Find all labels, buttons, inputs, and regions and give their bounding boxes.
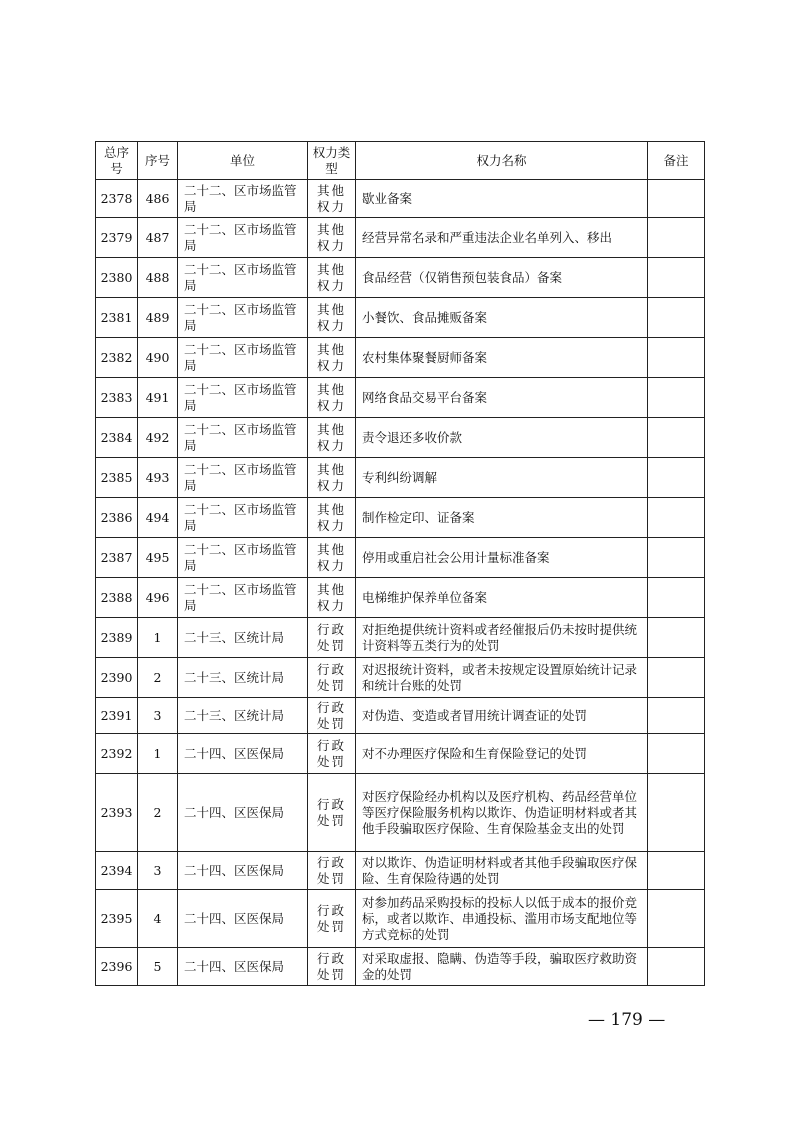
cell-remark: [648, 298, 705, 338]
cell-total-no: 2387: [96, 538, 138, 578]
cell-remark: [648, 618, 705, 658]
cell-no: 496: [138, 578, 178, 618]
cell-total-no: 2386: [96, 498, 138, 538]
cell-type: 其他权力: [308, 418, 356, 458]
header-name: 权力名称: [356, 142, 648, 180]
cell-total-no: 2381: [96, 298, 138, 338]
table-row: [96, 698, 705, 734]
cell-unit: 二十二、区市场监管局: [178, 418, 308, 458]
cell-no: 488: [138, 258, 178, 298]
table-row: [96, 538, 705, 578]
cell-type: 行政处罚: [308, 852, 356, 890]
table-row: [96, 578, 705, 618]
cell-name: 对以欺诈、伪造证明材料或者其他手段骗取医疗保险、生育保险待遇的处罚: [356, 852, 648, 890]
cell-type: 行政处罚: [308, 618, 356, 658]
cell-remark: [648, 458, 705, 498]
cell-unit: 二十二、区市场监管局: [178, 218, 308, 258]
cell-remark: [648, 218, 705, 258]
cell-type: 行政处罚: [308, 734, 356, 774]
cell-remark: [648, 180, 705, 218]
cell-name: 责令退还多收价款: [356, 418, 648, 458]
cell-unit: 二十三、区统计局: [178, 698, 308, 734]
cell-remark: [648, 258, 705, 298]
cell-unit: 二十二、区市场监管局: [178, 578, 308, 618]
cell-name: 小餐饮、食品摊贩备案: [356, 298, 648, 338]
cell-no: 493: [138, 458, 178, 498]
cell-no: 494: [138, 498, 178, 538]
cell-type: 其他权力: [308, 218, 356, 258]
cell-no: 1: [138, 618, 178, 658]
cell-type: 行政处罚: [308, 698, 356, 734]
cell-remark: [648, 578, 705, 618]
cell-unit: 二十二、区市场监管局: [178, 378, 308, 418]
cell-total-no: 2393: [96, 774, 138, 852]
cell-type: 行政处罚: [308, 890, 356, 948]
cell-total-no: 2396: [96, 948, 138, 986]
cell-remark: [648, 890, 705, 948]
table-header-row: [96, 142, 705, 180]
cell-type: 其他权力: [308, 498, 356, 538]
cell-remark: [648, 658, 705, 698]
cell-remark: [648, 698, 705, 734]
cell-no: 489: [138, 298, 178, 338]
cell-remark: [648, 734, 705, 774]
cell-unit: 二十四、区医保局: [178, 890, 308, 948]
cell-type: 行政处罚: [308, 658, 356, 698]
table-row: [96, 180, 705, 218]
cell-name: 网络食品交易平台备案: [356, 378, 648, 418]
cell-name: 对拒绝提供统计资料或者经催报后仍未按时提供统计资料等五类行为的处罚: [356, 618, 648, 658]
cell-total-no: 2388: [96, 578, 138, 618]
cell-unit: 二十二、区市场监管局: [178, 498, 308, 538]
header-type: 权力类型: [308, 142, 356, 180]
table-row: [96, 734, 705, 774]
cell-name: 制作检定印、证备案: [356, 498, 648, 538]
table-row: [96, 774, 705, 852]
cell-no: 3: [138, 852, 178, 890]
cell-no: 2: [138, 774, 178, 852]
header-total-no: 总序号: [96, 142, 138, 180]
cell-name: 对不办理医疗保险和生育保险登记的处罚: [356, 734, 648, 774]
cell-unit: 二十四、区医保局: [178, 852, 308, 890]
table-row: [96, 890, 705, 948]
cell-unit: 二十二、区市场监管局: [178, 538, 308, 578]
cell-no: 495: [138, 538, 178, 578]
cell-remark: [648, 378, 705, 418]
cell-unit: 二十二、区市场监管局: [178, 298, 308, 338]
cell-type: 其他权力: [308, 538, 356, 578]
cell-total-no: 2378: [96, 180, 138, 218]
table-row: [96, 498, 705, 538]
cell-total-no: 2395: [96, 890, 138, 948]
table-body: [96, 180, 705, 986]
cell-total-no: 2383: [96, 378, 138, 418]
cell-unit: 二十四、区医保局: [178, 948, 308, 986]
cell-total-no: 2380: [96, 258, 138, 298]
cell-no: 491: [138, 378, 178, 418]
power-list-table: [95, 141, 705, 986]
cell-type: 其他权力: [308, 378, 356, 418]
cell-name: 食品经营（仅销售预包装食品）备案: [356, 258, 648, 298]
cell-type: 其他权力: [308, 298, 356, 338]
cell-no: 3: [138, 698, 178, 734]
cell-name: 对伪造、变造或者冒用统计调查证的处罚: [356, 698, 648, 734]
cell-name: 对参加药品采购投标的投标人以低于成本的报价竞标，或者以欺诈、串通投标、滥用市场支配地位等方式竞标的处罚: [356, 890, 648, 948]
cell-total-no: 2389: [96, 618, 138, 658]
cell-no: 5: [138, 948, 178, 986]
cell-name: 农村集体聚餐厨师备案: [356, 338, 648, 378]
cell-total-no: 2382: [96, 338, 138, 378]
cell-no: 487: [138, 218, 178, 258]
cell-total-no: 2394: [96, 852, 138, 890]
cell-no: 2: [138, 658, 178, 698]
table-row: [96, 658, 705, 698]
cell-name: 停用或重启社会公用计量标准备案: [356, 538, 648, 578]
cell-unit: 二十四、区医保局: [178, 734, 308, 774]
cell-name: 歇业备案: [356, 180, 648, 218]
table-row: [96, 298, 705, 338]
cell-name: 对迟报统计资料，或者未按规定设置原始统计记录和统计台账的处罚: [356, 658, 648, 698]
cell-type: 行政处罚: [308, 774, 356, 852]
cell-remark: [648, 418, 705, 458]
cell-type: 其他权力: [308, 458, 356, 498]
cell-unit: 二十二、区市场监管局: [178, 338, 308, 378]
cell-unit: 二十三、区统计局: [178, 618, 308, 658]
cell-total-no: 2379: [96, 218, 138, 258]
cell-type: 其他权力: [308, 338, 356, 378]
table-row: [96, 378, 705, 418]
cell-name: 对采取虚报、隐瞒、伪造等手段，骗取医疗救助资金的处罚: [356, 948, 648, 986]
cell-name: 专利纠纷调解: [356, 458, 648, 498]
cell-name: 电梯维护保养单位备案: [356, 578, 648, 618]
cell-type: 其他权力: [308, 578, 356, 618]
cell-remark: [648, 852, 705, 890]
cell-unit: 二十三、区统计局: [178, 658, 308, 698]
table-row: [96, 618, 705, 658]
header-unit: 单位: [178, 142, 308, 180]
cell-type: 其他权力: [308, 180, 356, 218]
cell-no: 492: [138, 418, 178, 458]
cell-remark: [648, 498, 705, 538]
table-row: [96, 338, 705, 378]
cell-total-no: 2392: [96, 734, 138, 774]
cell-unit: 二十二、区市场监管局: [178, 258, 308, 298]
cell-remark: [648, 948, 705, 986]
cell-no: 490: [138, 338, 178, 378]
table-row: [96, 852, 705, 890]
cell-total-no: 2385: [96, 458, 138, 498]
cell-remark: [648, 538, 705, 578]
cell-unit: 二十二、区市场监管局: [178, 180, 308, 218]
cell-no: 486: [138, 180, 178, 218]
header-no: 序号: [138, 142, 178, 180]
cell-no: 4: [138, 890, 178, 948]
cell-type: 其他权力: [308, 258, 356, 298]
table-row: [96, 418, 705, 458]
cell-name: 经营异常名录和严重违法企业名单列入、移出: [356, 218, 648, 258]
cell-name: 对医疗保险经办机构以及医疗机构、药品经营单位等医疗保险服务机构以欺诈、伪造证明材料或者其他手段骗取医疗保险、生育保险基金支出的处罚: [356, 774, 648, 852]
table-row: [96, 948, 705, 986]
cell-unit: 二十四、区医保局: [178, 774, 308, 852]
table-row: [96, 258, 705, 298]
table-row: [96, 458, 705, 498]
cell-type: 行政处罚: [308, 948, 356, 986]
header-remark: 备注: [648, 142, 705, 180]
cell-remark: [648, 774, 705, 852]
page-number: — 179 —: [588, 1010, 666, 1030]
cell-total-no: 2391: [96, 698, 138, 734]
cell-total-no: 2384: [96, 418, 138, 458]
cell-remark: [648, 338, 705, 378]
cell-no: 1: [138, 734, 178, 774]
cell-total-no: 2390: [96, 658, 138, 698]
table-row: [96, 218, 705, 258]
cell-unit: 二十二、区市场监管局: [178, 458, 308, 498]
